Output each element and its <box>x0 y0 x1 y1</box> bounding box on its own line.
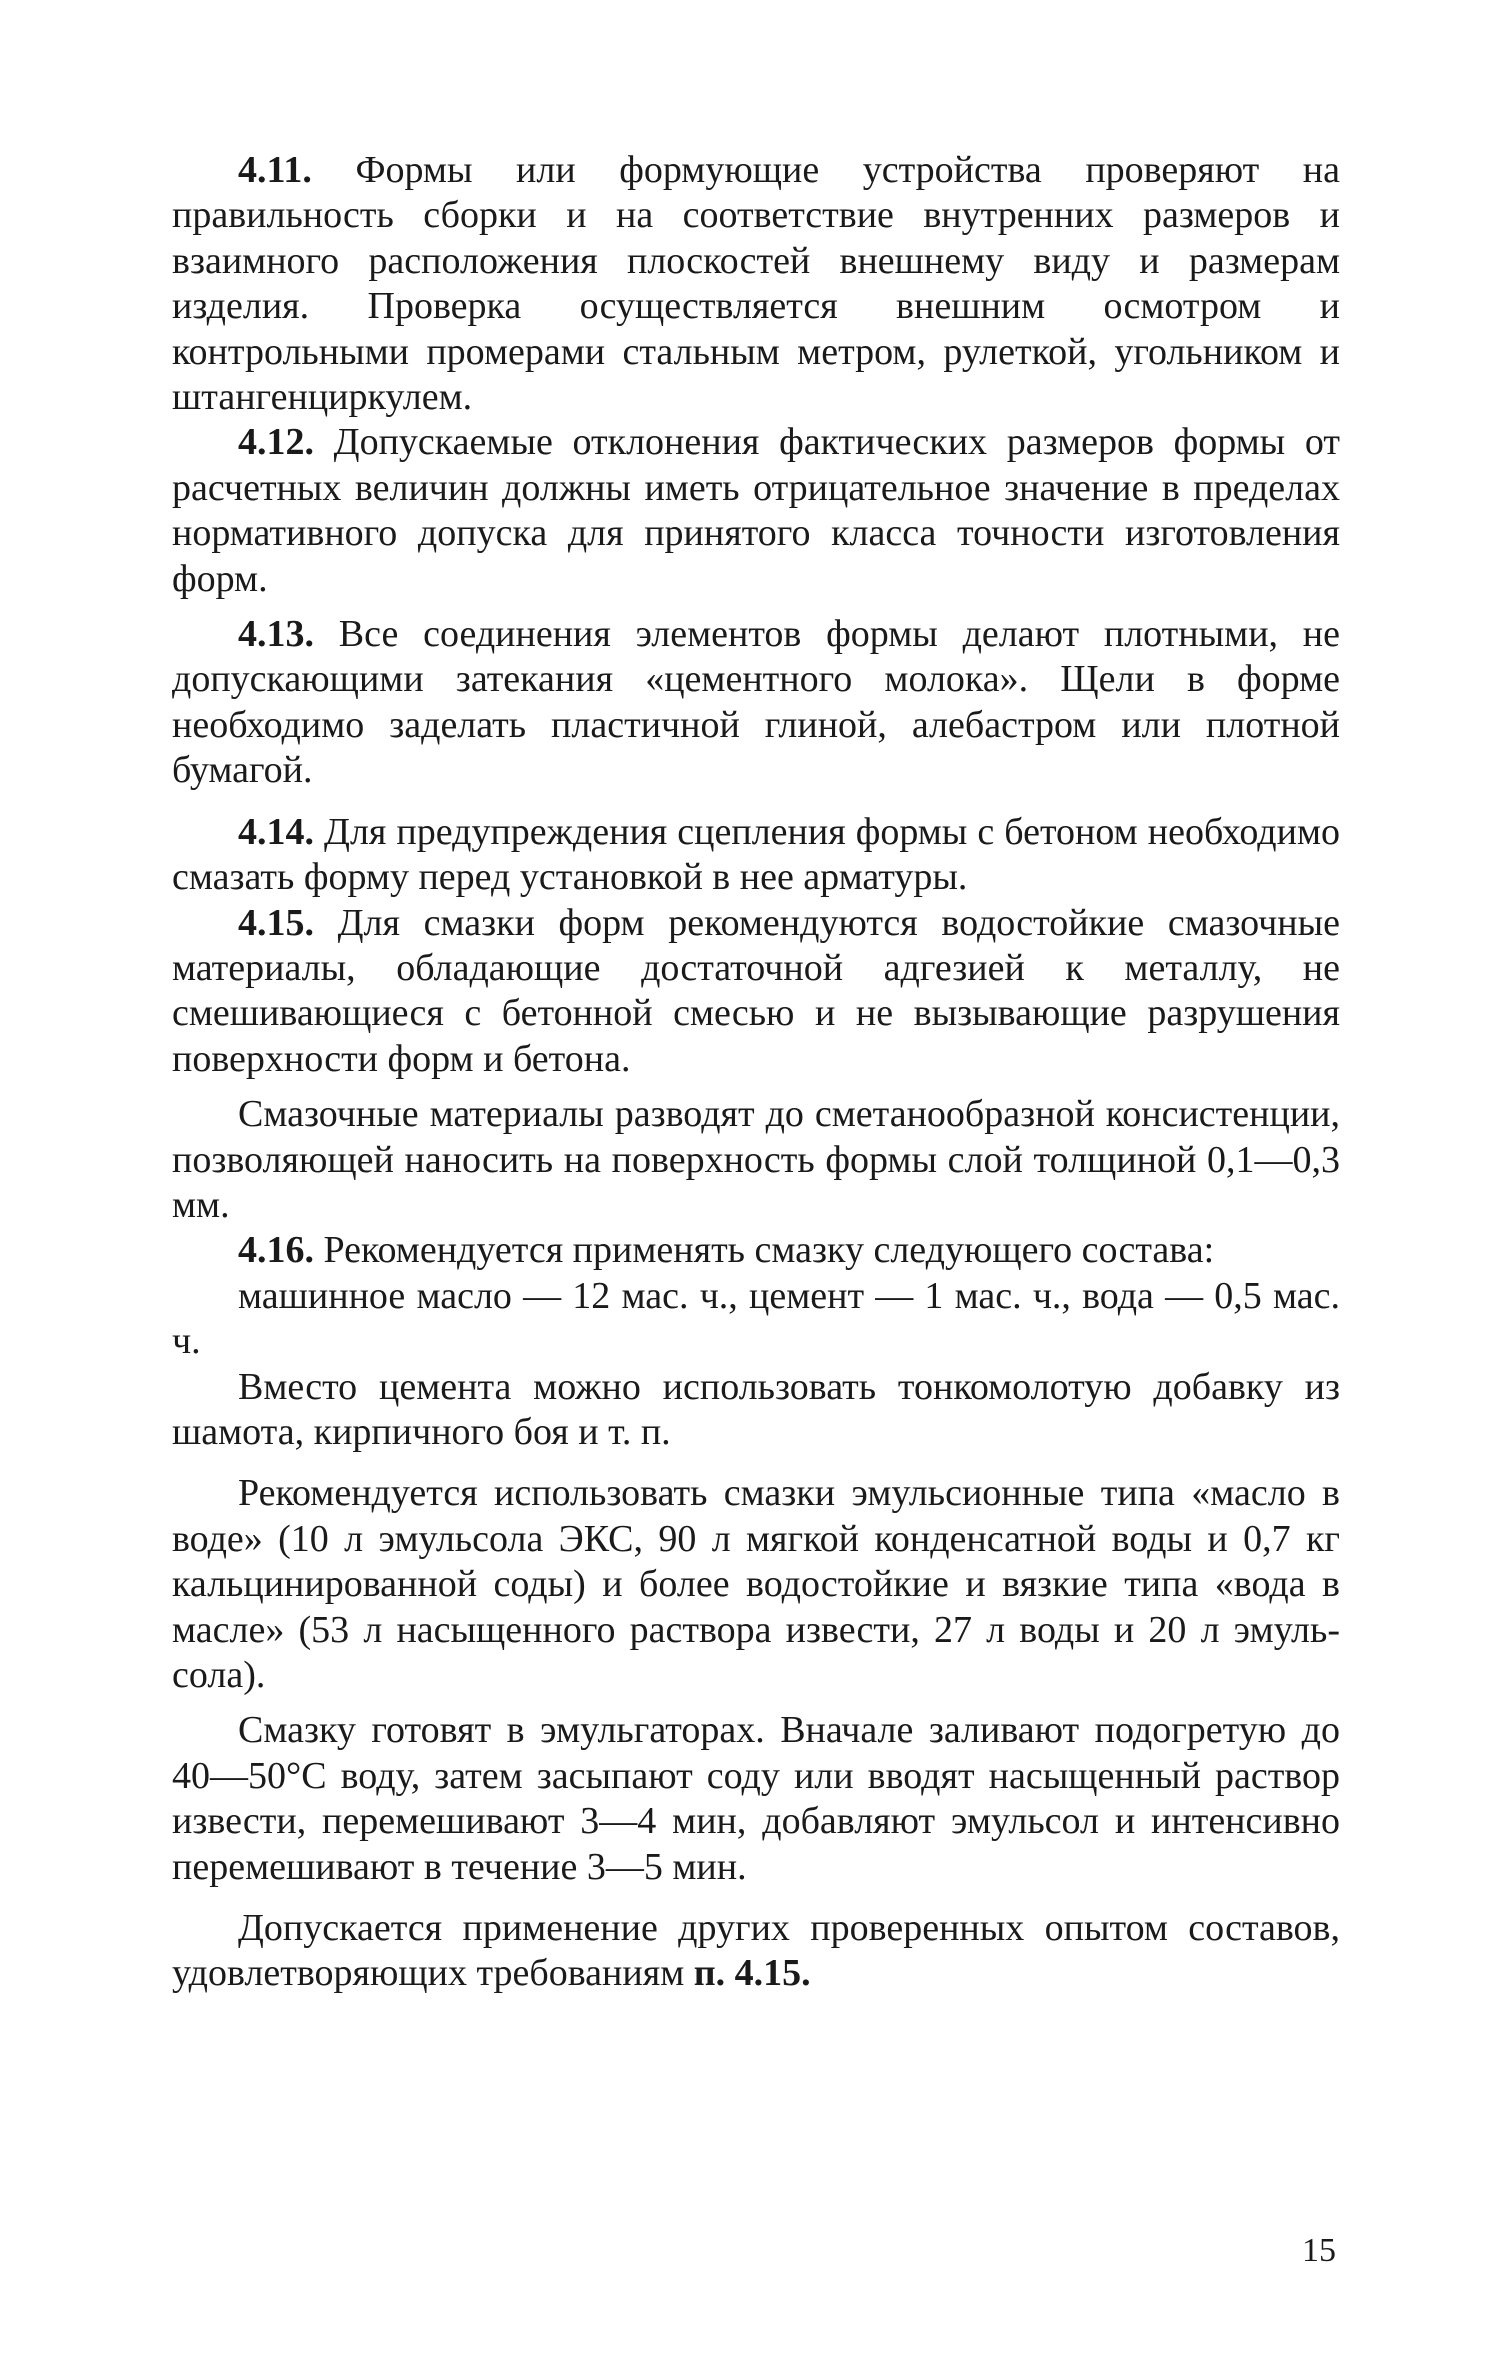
paragraph-text: Допускается применение других проверенных опытом составов, удовлетворяющих требованиям <box>172 1907 1340 1995</box>
paragraph-4-14 <box>172 810 1340 901</box>
paragraph-text: Рекомендуется использовать смазки эмульсионные типа «масло в воде» (10 л эмульсола ЭКС, 90 л мягкой конденсатной воды и 0,7 кг кальцинированной соды) и более водостойкие и вязкие типа «вода в масле» (53 л насыщенного раствора извести, 27 л воды и 20 л эмульсола). <box>172 1472 1340 1696</box>
paragraph-4-15 <box>172 901 1340 1083</box>
paragraph-4-16 <box>172 1228 1340 1273</box>
paragraph-4-15-consistency <box>172 1092 1340 1228</box>
paragraph-text: Смазочные материалы разводят до сметанообразной консистенции, позволяющей наносить на поверхность формы слой толщиной 0,1—0,3 мм. <box>172 1093 1340 1226</box>
paragraph-4-16-alternative <box>172 1365 1340 1456</box>
paragraph-text: Для смазки форм рекомендуются водостойкие смазочные материалы, обладающие достаточной адгезией к металлу, не смешивающиеся с бетонной смесью и не вызывающие разрушения поверхности форм и бетона. <box>172 901 1340 1080</box>
paragraph-text: Формы или формующие устройства проверяют на правильность сборки и на соответствие внутренних размеров и взаимного расположения плоскостей внешнему виду и размерам изделия. Проверка осуществляется внешним осмотром и контрольными промерами стальным метром, рулеткой, угольником и штангенциркулем. <box>172 149 1340 419</box>
paragraph-text: Вместо цемента можно использовать тонкомолотую добавку из шамота, кирпичного боя и т. п. <box>172 1365 1340 1453</box>
paragraph-text: Для предупреждения сцепления формы с бетоном необходимо смазать форму перед установкой в нее арматуры. <box>172 810 1340 899</box>
paragraph-4-16-emulsion <box>172 1471 1340 1698</box>
section-number: 4.16. <box>238 1229 314 1272</box>
formula-text: машинное масло — 12 мас. ч., цемент — 1 мас. ч., вода — 0,5 мас. ч. <box>172 1274 1340 1363</box>
paragraph-4-11 <box>172 148 1340 420</box>
section-number: 4.14. <box>238 810 314 853</box>
paragraph-4-16-final <box>172 1906 1340 1997</box>
paragraph-text: Рекомендуется применять смазку следующего состава: <box>323 1229 1215 1272</box>
section-number: 4.13. <box>238 613 314 656</box>
page-number: 15 <box>1302 2232 1336 2269</box>
document-page <box>172 148 1340 1997</box>
section-number: 4.11. <box>238 149 312 191</box>
section-reference: п. 4.15. <box>693 1952 811 1995</box>
paragraph-text: Допускаемые отклонения фактических размеров формы от расчетных величин должны иметь отрицательное значение в пределах нормативного допуска для принятого класса точности изготовления форм. <box>172 421 1340 600</box>
paragraph-4-16-formula <box>172 1274 1340 1365</box>
paragraph-4-16-preparation <box>172 1708 1340 1890</box>
paragraph-text: Смазку готовят в эмульгаторах. Вначале заливают подогретую до 40—50°С воду, затем засыпают соду или вводят насыщенный раствор извести, перемешивают 3—4 мин, добавляют эмульсол и интенсивно перемешивают в течение 3—5 мин. <box>172 1709 1340 1888</box>
paragraph-4-13 <box>172 612 1340 794</box>
section-number: 4.15. <box>238 901 314 944</box>
paragraph-4-12 <box>172 420 1340 602</box>
paragraph-text: Все соединения элементов формы делают плотными, не допускающими затекания «цементного молока». Щели в форме необходимо заделать пластичной глиной, алебастром или плотной бумагой. <box>172 613 1341 792</box>
section-number: 4.12. <box>238 421 314 464</box>
